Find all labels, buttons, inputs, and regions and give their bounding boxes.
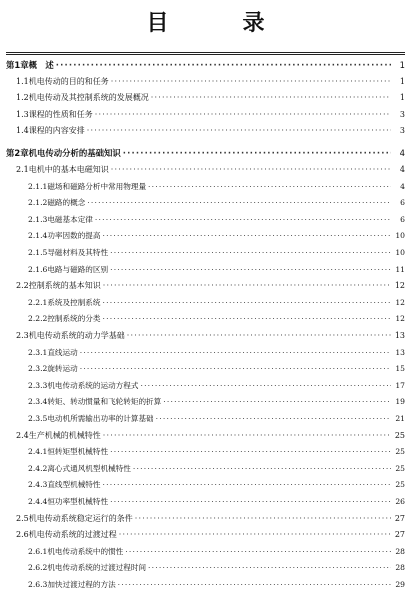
toc-entry-number: 2.1.6 [28, 264, 48, 274]
toc-entry-page: 13 [395, 347, 405, 357]
toc-leader-dots [111, 165, 391, 175]
toc-entry-number: 2.3.2 [28, 364, 48, 374]
toc-entry-title: 机电传动系统中的惯性 [47, 546, 124, 556]
toc-entry-title: 离心式通风机型机械特性 [47, 463, 131, 473]
toc-entry-number: 2.1 [16, 165, 29, 174]
toc-entry-number: 2.3.3 [28, 380, 48, 390]
toc-leader-dots [56, 60, 391, 70]
toc-entry-page: 25 [395, 447, 405, 457]
toc-entry[interactable] [16, 331, 405, 341]
toc-entry-title: 机电传动及其控制系统的发展概况 [28, 93, 149, 103]
toc-chapter-entry[interactable] [6, 148, 405, 158]
toc-entry[interactable] [28, 464, 405, 474]
toc-entry[interactable] [28, 447, 405, 457]
toc-entry-number: 2.4.3 [28, 480, 48, 490]
toc-entry-number: 2.3.1 [28, 347, 48, 357]
toc-entry-title: 课程的性质和任务 [28, 109, 93, 119]
toc-entry-number: 2.4 [16, 430, 29, 440]
toc-leader-dots [103, 281, 391, 291]
toc-entry[interactable] [28, 547, 405, 557]
title-rule-thick [6, 52, 405, 53]
toc-entry[interactable] [28, 397, 405, 407]
toc-entry[interactable] [16, 77, 405, 87]
toc-entry-number: 2.2.1 [28, 297, 48, 307]
toc-entry-title: 恒功率型机械特性 [47, 497, 109, 506]
toc-entry-title: 导磁材料及其特性 [47, 248, 109, 257]
toc-entry-number: 1.3 [16, 109, 29, 119]
toc-entry[interactable] [28, 198, 405, 208]
toc-leader-dots [110, 265, 391, 275]
toc-entry[interactable] [28, 215, 405, 225]
toc-entry[interactable] [16, 281, 405, 291]
toc-leader-dots [111, 77, 391, 87]
toc-leader-dots [118, 580, 391, 590]
toc-entry[interactable] [28, 314, 405, 324]
toc-entry-title: 直线型机械特性 [47, 480, 101, 490]
toc-entry[interactable] [16, 530, 405, 540]
toc-entry-page: 12 [395, 297, 405, 307]
toc-entry-number: 第1章 [6, 60, 29, 70]
toc-entry[interactable] [28, 364, 405, 374]
toc-entry-title: 转矩、转动惯量和飞轮转矩的折算 [47, 397, 162, 407]
toc-entry-title: 控制系统的分类 [47, 314, 101, 324]
toc-entry-number: 1.4 [16, 126, 29, 136]
toc-entry[interactable] [28, 231, 405, 241]
toc-leader-dots [127, 331, 391, 341]
toc-entry-page: 3 [399, 109, 405, 119]
toc-entry[interactable] [16, 165, 405, 175]
toc-entry-number: 第2章 [6, 148, 29, 159]
toc-entry-title: 加快过渡过程的方法 [47, 580, 116, 589]
toc-leader-dots [87, 126, 391, 136]
toc-entry-page: 28 [395, 546, 405, 556]
toc-entry-title: 磁场和磁路分析中常用物理量 [47, 181, 147, 191]
toc-entry-number: 2.1.3 [28, 214, 48, 224]
toc-entry-title: 机电传动系统的动力学基础 [28, 331, 125, 340]
toc-entry-title: 机电传动的目的和任务 [28, 76, 109, 86]
toc-entry[interactable] [28, 563, 405, 573]
toc-entry-title: 磁路的概念 [47, 198, 86, 208]
toc-entry[interactable] [28, 298, 405, 308]
toc-entry[interactable] [16, 93, 405, 103]
toc-entry-title: 功率因数的提高 [47, 231, 101, 241]
toc-entry-page: 15 [395, 364, 405, 374]
toc-entry-title: 电机中的基本电磁知识 [28, 165, 109, 174]
toc-entry-number: 2.3.4 [28, 397, 48, 407]
toc-entry[interactable] [16, 126, 405, 136]
toc-entry-page: 29 [395, 580, 405, 589]
toc-entry-page: 6 [400, 214, 405, 224]
toc-entry-page: 6 [400, 198, 405, 208]
toc-entry-page: 1 [399, 60, 405, 70]
toc-entry-title: 电路与磁路的区别 [47, 264, 109, 274]
toc-entry-title: 电磁基本定律 [47, 214, 93, 224]
toc-entry-number: 2.6 [16, 530, 29, 540]
toc-entry-page: 21 [395, 414, 405, 423]
toc-entry-page: 4 [399, 148, 405, 159]
toc-entry-number: 2.6.1 [28, 546, 48, 556]
toc-leader-dots [102, 231, 391, 241]
toc-entry-number: 2.4.2 [28, 463, 48, 473]
toc-entry-number: 2.1.4 [28, 231, 48, 241]
toc-entry-page: 25 [394, 430, 405, 440]
toc-entry-title: 机电传动系统的过渡过程 [28, 530, 117, 540]
toc-leader-dots [135, 514, 391, 524]
toc-entry-page: 4 [400, 181, 405, 191]
toc-entry-title: 控制系统的基本知识 [28, 281, 101, 291]
toc-entry-title: 电动机所需输出功率的计算基础 [47, 414, 154, 423]
toc-entry[interactable] [16, 514, 405, 524]
toc-leader-dots [148, 182, 391, 192]
toc-leader-dots [140, 381, 391, 391]
toc-leader-dots [110, 447, 391, 457]
toc-entry-page: 4 [399, 165, 405, 174]
toc-entry-title: 旋转运动 [47, 364, 78, 374]
toc-entry-title: 课程的内容安排 [28, 126, 85, 136]
toc-entry-page: 25 [395, 480, 405, 490]
toc-entry-title: 系统及控制系统 [47, 297, 101, 307]
toc-entry-number: 2.6.3 [28, 580, 48, 589]
toc-entry-title: 恒转矩型机械特性 [47, 447, 109, 457]
toc-entry-page: 26 [395, 497, 405, 506]
toc-entry[interactable] [28, 182, 405, 192]
toc-entry-title: 生产机械的机械特性 [28, 430, 101, 440]
page-title: 目 录 [146, 11, 291, 36]
toc-entry-number: 1.2 [16, 93, 29, 103]
toc-entry-number: 2.4.1 [28, 447, 48, 457]
toc-entry-number: 2.2 [16, 281, 29, 291]
toc-entry-page: 27 [394, 513, 405, 523]
toc-entry-number: 2.3 [16, 331, 29, 340]
toc-leader-dots [80, 364, 391, 374]
toc-entry-page: 11 [395, 264, 405, 274]
toc-entry-page: 12 [394, 281, 405, 291]
toc-entry-page: 27 [394, 530, 405, 540]
toc-entry[interactable] [28, 381, 405, 391]
toc-entry-title: 直线运动 [47, 347, 78, 357]
toc-leader-dots [102, 314, 391, 324]
toc-leader-dots [156, 414, 391, 424]
toc-leader-dots [80, 348, 391, 358]
toc-entry[interactable] [28, 414, 405, 424]
toc-entry-page: 25 [395, 463, 405, 473]
toc-entry-number: 2.6.2 [28, 563, 48, 573]
toc-leader-dots [103, 431, 391, 441]
toc-entry-title: 机电传动分析的基础知识 [28, 148, 121, 159]
toc-leader-dots [110, 248, 391, 258]
toc-leader-dots [123, 148, 391, 158]
toc-leader-dots [133, 464, 391, 474]
toc-entry-page: 13 [394, 331, 405, 340]
toc-entry[interactable] [28, 580, 405, 590]
toc-entry[interactable] [16, 110, 405, 120]
toc-entry-title: 机电传动系统的运动方程式 [47, 380, 139, 390]
toc-entry[interactable] [28, 348, 405, 358]
toc-entry-number: 1.1 [16, 76, 29, 86]
toc-entry-title: 机电传动系统稳定运行的条件 [28, 513, 133, 523]
toc-entry-page: 17 [395, 380, 405, 390]
toc-entry-page: 28 [395, 563, 405, 573]
toc-entry-number: 2.1.2 [28, 198, 48, 208]
toc-entry-title: 概 述 [28, 60, 54, 70]
toc-entry-number: 2.1.1 [28, 181, 48, 191]
toc-entry-page: 3 [399, 126, 405, 136]
toc-entry-page: 1 [399, 93, 405, 103]
toc-entry-page: 1 [399, 76, 405, 86]
toc-leader-dots [110, 497, 391, 507]
title-rule-thin [6, 54, 405, 55]
toc-leader-dots [148, 563, 391, 573]
toc-leader-dots [95, 110, 391, 120]
toc-entry-number: 2.2.2 [28, 314, 48, 324]
toc-entry[interactable] [28, 265, 405, 275]
toc-entry-page: 19 [395, 397, 405, 407]
toc-leader-dots [163, 397, 391, 407]
toc-leader-dots [95, 215, 391, 225]
toc-entry[interactable] [16, 431, 405, 441]
toc-leader-dots [125, 547, 391, 557]
toc-entry-number: 2.1.5 [28, 248, 48, 257]
toc-entry-page: 10 [395, 248, 405, 257]
toc-leader-dots [87, 198, 391, 208]
toc-leader-dots [151, 93, 391, 103]
toc-entry-page: 12 [395, 314, 405, 324]
toc-entry[interactable] [28, 497, 405, 507]
toc-chapter-entry[interactable] [6, 60, 405, 70]
toc-entry-title: 机电传动系统的过渡过程时间 [47, 563, 147, 573]
toc-entry[interactable] [28, 480, 405, 490]
toc-entry[interactable] [28, 248, 405, 258]
toc-entry-number: 2.4.4 [28, 497, 48, 506]
toc-leader-dots [119, 530, 391, 540]
toc-entry-page: 10 [395, 231, 405, 241]
toc-leader-dots [102, 480, 391, 490]
toc-leader-dots [102, 298, 391, 308]
toc-entry-number: 2.3.5 [28, 414, 48, 423]
toc-entry-number: 2.5 [16, 513, 29, 523]
